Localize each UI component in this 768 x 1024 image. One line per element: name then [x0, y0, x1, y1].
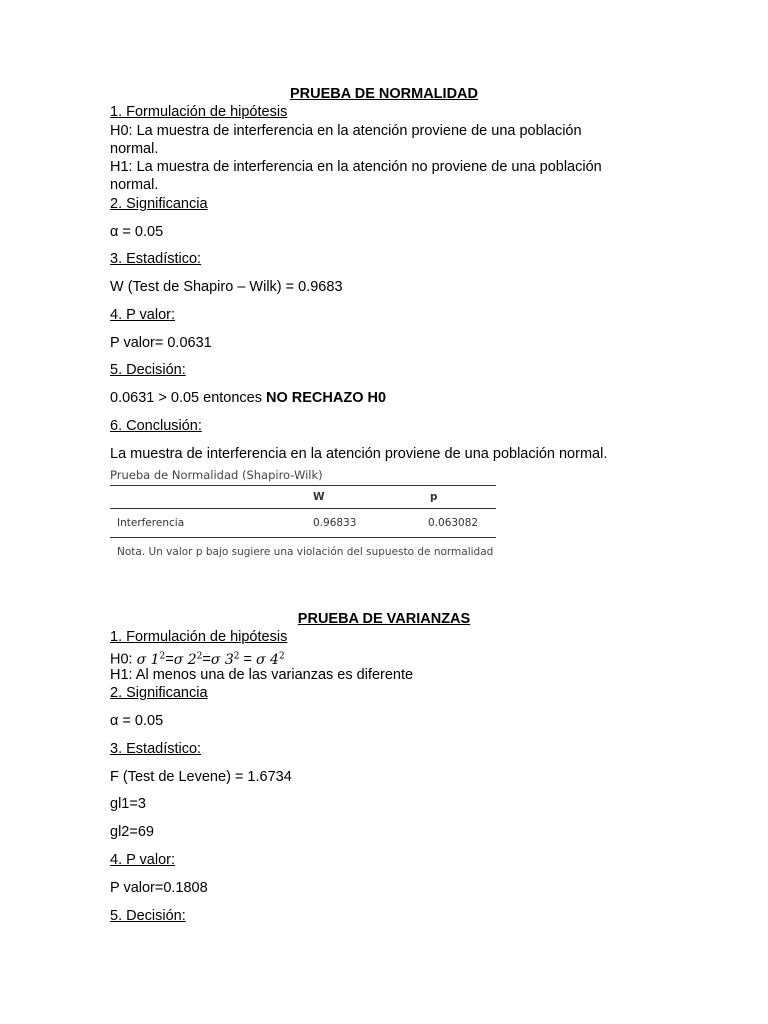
variance-gl1: gl1=3	[110, 796, 146, 812]
variance-gl2: gl2=69	[110, 824, 154, 840]
normality-significance-heading: 2. Significancia	[110, 196, 208, 212]
variance-pvalue: P valor=0.1808	[110, 880, 208, 896]
variance-statistic: F (Test de Levene) = 1.6734	[110, 769, 292, 785]
decision-text: 0.0631 > 0.05 entonces	[110, 390, 267, 406]
normality-conclusion: La muestra de interferencia en la atención proviene de una población normal.	[110, 446, 608, 462]
normality-title: PRUEBA DE NORMALIDAD	[290, 86, 478, 102]
normality-conclusion-heading: 6. Conclusión:	[110, 418, 202, 434]
normality-pvalue-heading: 4. P valor:	[110, 307, 176, 323]
table-row-label: Interferencia	[117, 517, 185, 529]
variance-alpha: α = 0.05	[110, 713, 164, 729]
variance-title: PRUEBA DE VARIANZAS	[297, 611, 471, 627]
variance-significance-heading: 2. Significancia	[110, 685, 208, 701]
normality-pvalue: P valor= 0.0631	[110, 335, 212, 351]
normality-statistic-heading: 3. Estadístico:	[110, 251, 202, 267]
variance-decision-heading: 5. Decisión:	[110, 908, 186, 924]
normality-decision-heading: 5. Decisión:	[110, 362, 186, 378]
table-bottom-rule	[110, 537, 496, 538]
table-header-w: W	[313, 491, 325, 503]
normality-h1-line2: normal.	[110, 177, 159, 193]
table-row-p: 0.063082	[428, 517, 479, 529]
table-header-rule	[110, 508, 496, 509]
decision-bold: NO RECHAZO H0	[266, 390, 387, 406]
variance-h0-prefix: H0:	[110, 651, 137, 668]
variance-h0-term-4: σ $4^2$	[256, 651, 285, 668]
variance-h0: H0: σ $1^2=\sigma$ $2^2=\sigma$ $3^2 = \sigma$ $4^2$	[110, 651, 285, 668]
normality-h0-line2: normal.	[110, 141, 159, 157]
normality-statistic: W (Test de Shapiro – Wilk) = 0.9683	[110, 279, 343, 295]
variance-h1: H1: Al menos una de las varianzas es diferente	[110, 667, 414, 683]
normality-hypothesis-heading: 1. Formulación de hipótesis	[110, 104, 288, 120]
table-note: Nota. Un valor p bajo sugiere una violación del supuesto de normalidad	[117, 546, 494, 558]
variance-pvalue-heading: 4. P valor:	[110, 852, 176, 868]
normality-h0-line1: H0: La muestra de interferencia en la atención proviene de una población	[110, 123, 582, 139]
normality-h1-line1: H1: La muestra de interferencia en la atención no proviene de una población	[110, 159, 602, 175]
table-header-p: p	[430, 491, 438, 503]
table-row-w: 0.96833	[313, 517, 357, 529]
table-caption: Prueba de Normalidad (Shapiro-Wilk)	[110, 468, 323, 482]
variance-h0-term-2: σ $2^2$	[173, 651, 203, 668]
variance-statistic-heading: 3. Estadístico:	[110, 741, 202, 757]
normality-decision	[110, 389, 386, 407]
normality-alpha: α = 0.05	[110, 224, 164, 240]
variance-h0-term-1: σ $1^2$	[136, 651, 166, 668]
variance-h0-term-3: σ $3^2$	[210, 651, 240, 668]
table-top-rule	[110, 485, 496, 486]
variance-hypothesis-heading: 1. Formulación de hipótesis	[110, 629, 288, 645]
